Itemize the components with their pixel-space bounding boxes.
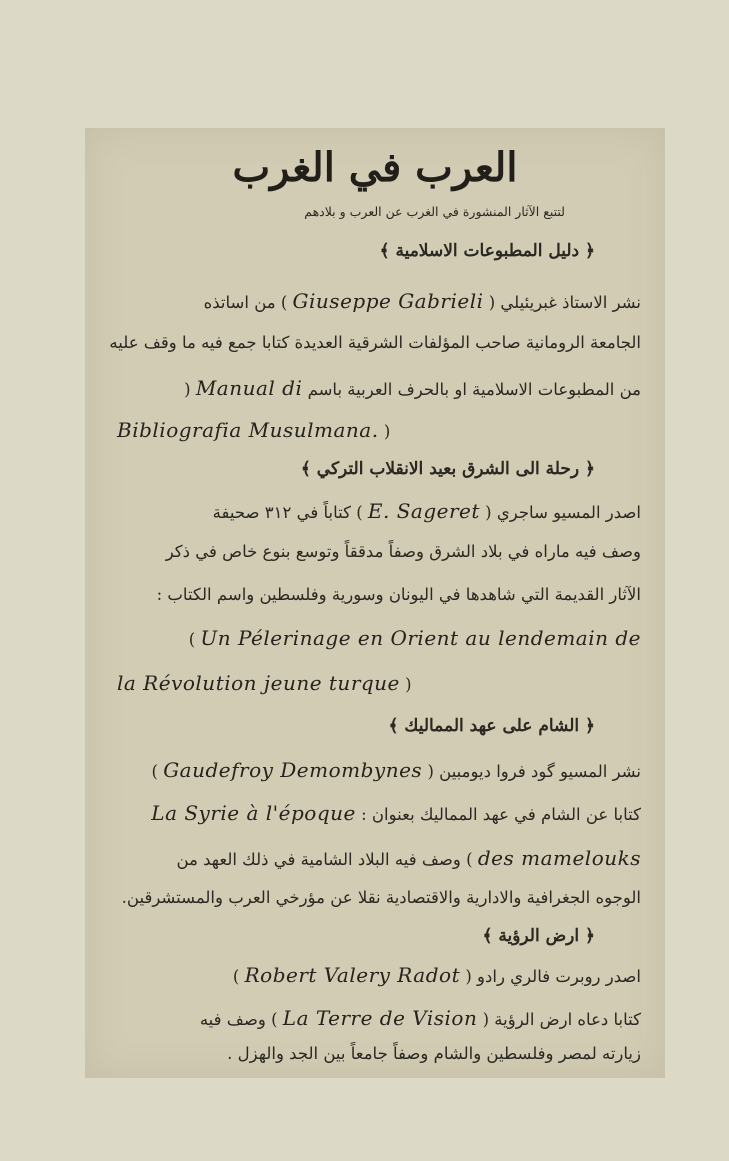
text-line: [117, 420, 390, 441]
text-line: وصف فيه ماراه في بلاد الشرق وصفاً مدققاً وتوسع بنوع خاص في ذكر: [165, 542, 641, 561]
arabic-text: كتابا دعاه ارض الرؤية (: [482, 1010, 641, 1029]
arabic-text: (: [188, 630, 196, 649]
arabic-text: نشر الاستاذ غبريئيلي (: [488, 293, 641, 312]
text-line: [117, 673, 412, 694]
text-line: الوجوه الجغرافية والادارية والاقتصادية نقلا عن مؤرخي العرب والمستشرقين.: [121, 888, 641, 907]
section-heading-2: ﴿ رحلة الى الشرق بعيد الانقلاب التركي ﴾: [300, 459, 595, 479]
book-page: [85, 128, 665, 1078]
text-line: [233, 965, 641, 986]
text-line: [189, 628, 641, 649]
arabic-text: ) كتاباً في ٣١٢ صحيفة: [212, 503, 363, 522]
arabic-text: ): [405, 675, 412, 694]
arabic-text: من المطبوعات الاسلامية او بالحرف العربية باسم: [307, 380, 641, 399]
page-subtitle: لتتبع الآثار المنشورة في الغرب عن العرب و بلادهم: [304, 204, 565, 219]
latin-name: Robert Valery Radot: [244, 963, 461, 987]
arabic-text: ) من اساتذه: [203, 293, 288, 312]
text-line: [151, 803, 641, 824]
latin-title: Manual di: [195, 376, 303, 400]
arabic-text: اصدر روبرت فالري رادو (: [465, 967, 641, 986]
text-line: [184, 378, 641, 399]
latin-name: Gaudefroy Demombynes: [163, 758, 423, 782]
latin-title: La Terre de Vision: [282, 1006, 478, 1030]
text-line: [213, 501, 641, 522]
text-line: [152, 760, 642, 781]
arabic-text: ) وصف فيه البلاد الشامية في ذلك العهد من: [176, 850, 473, 869]
text-line: زيارته لمصر وفلسطين والشام وصفاً جامعاً بين الجد والهزل .: [227, 1044, 641, 1063]
arabic-text: نشر المسيو گود فروا ديومبين (: [427, 762, 641, 781]
latin-title: Un Pélerinage en Orient au lendemain de: [200, 626, 641, 650]
text-line: الجامعة الرومانية صاحب المؤلفات الشرقية العديدة كتابا جمع فيه ما وقف عليه: [109, 333, 641, 352]
text-line: [200, 1008, 641, 1029]
latin-name: Giuseppe Gabrieli: [292, 289, 484, 313]
latin-title: la Révolution jeune turque: [117, 671, 400, 695]
latin-name: E. Sageret: [367, 499, 480, 523]
arabic-text: ) وصف فيه: [199, 1010, 278, 1029]
latin-title: La Syrie à l'époque: [151, 801, 356, 825]
arabic-text: ): [151, 762, 158, 781]
section-heading-4: ﴿ ارض الرؤية ﴾: [482, 926, 595, 946]
text-line: الآثار القديمة التي شاهدها في اليونان وسورية وفلسطين واسم الكتاب :: [156, 585, 641, 604]
text-line: [204, 291, 641, 312]
page-title: العرب في الغرب: [232, 144, 518, 191]
arabic-text: ): [232, 967, 240, 986]
arabic-text: كتابا عن الشام في عهد المماليك بعنوان :: [361, 805, 641, 824]
latin-title: Bibliografia Musulmana.: [117, 418, 379, 442]
latin-title: des mamelouks: [477, 846, 641, 870]
arabic-text: اصدر المسيو ساجري (: [485, 503, 641, 522]
section-heading-1: ﴿ دليل المطبوعات الاسلامية ﴾: [379, 241, 595, 261]
text-line: [176, 848, 641, 869]
arabic-text: (: [184, 380, 191, 399]
arabic-text: ): [383, 422, 391, 441]
section-heading-3: ﴿ الشام على عهد المماليك ﴾: [388, 716, 595, 736]
